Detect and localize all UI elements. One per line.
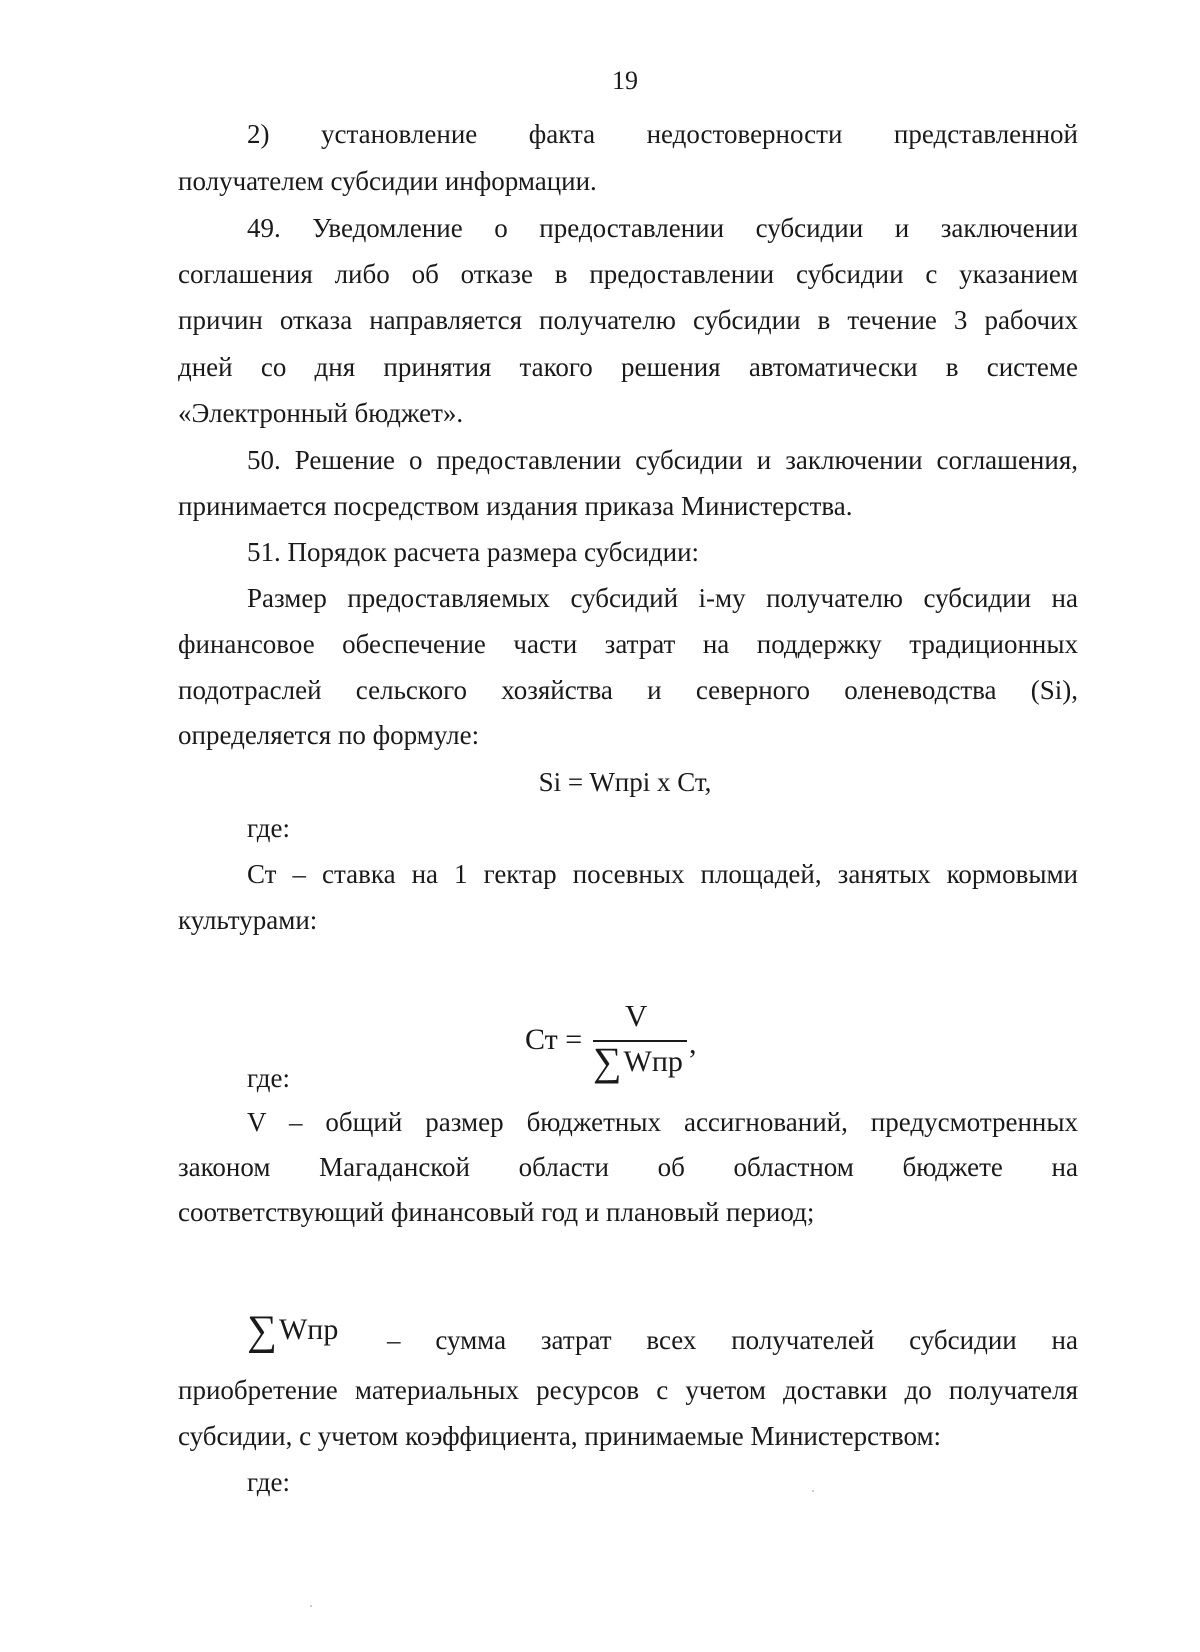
paragraph-line: Ст – ставка на 1 гектар посевных площадей, занятых кормовыми <box>247 859 1078 889</box>
sum-term <box>247 1308 339 1354</box>
sum-definition-row <box>247 1310 1078 1360</box>
formula-ct-lhs: Ст = <box>525 1023 583 1056</box>
paragraph-line: где: <box>247 1467 290 1497</box>
paragraph-line: финансовое обеспечение части затрат на поддержку традиционных <box>178 629 1078 659</box>
paragraph-line: V – общий размер бюджетных ассигнований, предусмотренных <box>247 1107 1078 1137</box>
paragraph-line: принимается посредством издания приказа Министерства. <box>178 491 853 521</box>
paragraph-line: законом Магаданской области об областном бюджете на <box>178 1152 1078 1182</box>
paragraph-line: 51. Порядок расчета размера субсидии: <box>247 537 700 567</box>
paragraph-line: причин отказа направляется получателю субсидии в течение 3 рабочих <box>178 305 1078 335</box>
paragraph-line: определяется по формуле: <box>178 720 480 750</box>
paragraph-line: где: <box>247 813 290 843</box>
paragraph-line: культурами: <box>178 905 318 935</box>
paragraph-line: подотраслей сельского хозяйства и северного оленеводства (Si), <box>178 675 1078 705</box>
formula-ct-comma: , <box>689 1027 697 1060</box>
scan-speck <box>812 1490 814 1492</box>
scan-speck <box>310 1605 312 1607</box>
paragraph-line: получателем субсидии информации. <box>178 166 597 196</box>
paragraph-line: «Электронный бюджет». <box>178 398 464 428</box>
paragraph-line: соответствующий финансовый год и плановый период; <box>178 1197 815 1227</box>
paragraph-line: субсидии, с учетом коэффициента, принимаемые Министерством: <box>178 1421 942 1451</box>
paragraph-line: где: <box>247 1063 290 1093</box>
paragraph-line: Размер предоставляемых субсидий i-му получателю субсидии на <box>247 583 1078 613</box>
paragraph-line: дней со дня принятия такого решения автоматически в системе <box>178 352 1078 382</box>
paragraph-line: 49. Уведомление о предоставлении субсидии и заключении <box>247 213 1078 243</box>
formula-ct-numerator: V <box>625 998 648 1033</box>
sum-term-label: Wпр <box>278 1313 339 1346</box>
paragraph-line: 50. Решение о предоставлении субсидии и заключении соглашения, <box>247 445 1078 475</box>
page-number: 19 <box>612 66 638 95</box>
formula-si: Si = Wпрi x Ст, <box>538 767 712 797</box>
paragraph-line: 2) установление факта недостоверности представленной <box>247 119 1078 149</box>
sigma-icon: ∑ <box>593 1039 622 1084</box>
formula-ct-denominator-text: Wпр <box>623 1045 683 1078</box>
paragraph-line: – сумма затрат всех получателей субсидии на <box>387 1325 1078 1355</box>
paragraph-line: соглашения либо об отказе в предоставлении субсидии с указанием <box>178 259 1078 289</box>
paragraph-line: приобретение материальных ресурсов с учетом доставки до получателя <box>178 1375 1078 1405</box>
sigma-icon: ∑ <box>247 1308 277 1354</box>
